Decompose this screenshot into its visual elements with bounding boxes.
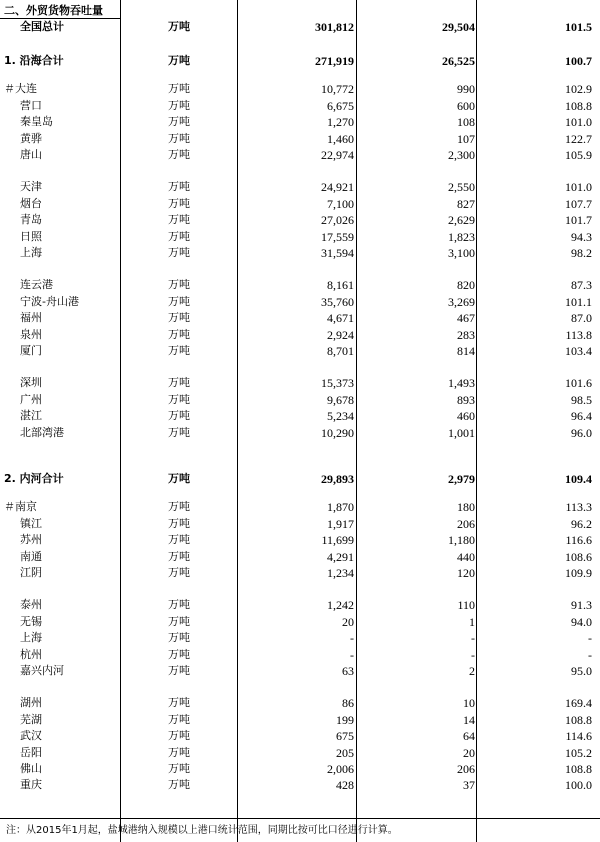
row-name: 福州	[20, 311, 42, 325]
table-row	[0, 498, 600, 516]
row-unit: 万吨	[168, 20, 190, 33]
table-row	[0, 629, 600, 647]
row-value-month: 206	[457, 762, 475, 776]
row-name: 江阴	[20, 566, 42, 579]
row-value-month: -	[471, 631, 475, 646]
row-value-ratio: 98.2	[571, 246, 592, 260]
row-unit: 万吨	[168, 213, 190, 227]
row-unit: 万吨	[168, 712, 190, 726]
row-value-ratio: 105.9	[565, 148, 592, 162]
row-value-ratio: 101.5	[565, 20, 592, 34]
row-unit: 万吨	[168, 311, 190, 325]
row-value-total: 199	[336, 712, 354, 727]
row-name: 广州	[20, 392, 42, 406]
row-value-ratio: 101.0	[565, 180, 592, 195]
row-value-total: 8,701	[327, 344, 354, 358]
row-value-total: 1,870	[327, 500, 354, 515]
table-row	[0, 195, 600, 213]
row-value-total: 63	[342, 664, 354, 678]
row-value-ratio: 95.0	[571, 664, 592, 678]
row-unit: 万吨	[168, 229, 190, 243]
row-value-total: 27,026	[321, 213, 354, 228]
row-value-ratio: 102.9	[565, 82, 592, 97]
row-value-month: 14	[463, 712, 475, 727]
row-unit: 万吨	[168, 327, 190, 341]
row-name: 1. 沿海合计	[4, 54, 64, 67]
row-value-month: 2	[469, 664, 475, 678]
row-value-month: 180	[457, 500, 475, 515]
row-value-month: 2,979	[448, 472, 475, 486]
row-value-total: 4,671	[327, 311, 354, 326]
row-unit: 万吨	[168, 745, 190, 759]
row-value-month: 1,493	[448, 376, 475, 391]
row-unit: 万吨	[168, 344, 190, 357]
row-value-month: 283	[457, 327, 475, 342]
row-unit: 万吨	[168, 294, 190, 308]
row-value-total: 205	[336, 745, 354, 760]
row-value-ratio: 98.5	[571, 392, 592, 407]
table-row	[0, 548, 600, 566]
table-row	[0, 211, 600, 229]
table-row	[0, 515, 600, 533]
row-unit: 万吨	[168, 409, 190, 423]
row-value-month: 64	[463, 729, 475, 744]
row-value-ratio: 100.0	[565, 778, 592, 793]
row-value-month: 820	[457, 278, 475, 293]
row-unit: 万吨	[168, 472, 190, 485]
row-value-ratio: 116.6	[565, 533, 592, 548]
row-name: ＃大连	[4, 82, 37, 96]
row-value-month: 110	[457, 598, 475, 613]
row-value-total: 35,760	[321, 294, 354, 309]
row-unit: 万吨	[168, 631, 190, 645]
row-unit: 万吨	[168, 762, 190, 775]
row-value-month: 108	[457, 115, 475, 130]
row-value-ratio: 101.0	[565, 115, 592, 130]
row-value-total: 2,006	[327, 762, 354, 776]
row-value-ratio: 122.7	[565, 131, 592, 146]
table-row	[0, 531, 600, 549]
row-value-ratio: 109.4	[565, 472, 592, 486]
table-row	[0, 130, 600, 148]
row-name: 日照	[20, 229, 42, 243]
row-value-month: 2,629	[448, 213, 475, 228]
table-title: 二、外贸货物吞吐量	[4, 4, 103, 17]
row-unit: 万吨	[168, 500, 190, 514]
table-row	[0, 596, 600, 614]
row-value-total: 1,234	[327, 566, 354, 580]
table-row-subtotal	[0, 52, 600, 70]
row-value-month: 467	[457, 311, 475, 326]
row-value-total: 24,921	[321, 180, 354, 195]
row-name: 重庆	[20, 778, 42, 792]
table-row	[0, 694, 600, 712]
table-row	[0, 80, 600, 98]
row-value-total: 15,373	[321, 376, 354, 391]
row-value-month: -	[471, 647, 475, 662]
row-value-total: 20	[342, 614, 354, 629]
row-value-total: -	[350, 631, 354, 646]
row-value-month: 107	[457, 131, 475, 146]
row-value-ratio: 87.3	[571, 278, 592, 293]
row-value-month: 460	[457, 409, 475, 424]
table-row	[0, 97, 600, 115]
row-value-ratio: 96.0	[571, 425, 592, 440]
row-unit: 万吨	[168, 82, 190, 96]
row-value-month: 3,100	[448, 246, 475, 260]
row-value-ratio: 113.3	[565, 500, 592, 515]
row-value-month: 1,001	[448, 425, 475, 440]
row-name: 唐山	[20, 148, 42, 161]
row-name: 营口	[20, 98, 42, 112]
row-value-total: 6,675	[327, 98, 354, 113]
table-row	[0, 309, 600, 327]
table-row	[0, 646, 600, 664]
table-row	[0, 113, 600, 131]
row-value-ratio: 101.1	[565, 294, 592, 309]
row-value-month: 206	[457, 516, 475, 531]
row-value-total: -	[350, 647, 354, 662]
row-name: 南通	[20, 549, 42, 563]
row-value-month: 3,269	[448, 294, 475, 309]
row-unit: 万吨	[168, 98, 190, 112]
row-value-month: 600	[457, 98, 475, 113]
table-row	[0, 407, 600, 425]
row-name: 泰州	[20, 598, 42, 612]
row-value-month: 814	[457, 344, 475, 358]
row-unit: 万吨	[168, 729, 190, 743]
row-unit: 万吨	[168, 196, 190, 210]
row-name: 北部湾港	[20, 425, 64, 439]
row-value-ratio: 96.2	[571, 516, 592, 531]
row-value-total: 29,893	[321, 472, 354, 486]
row-value-total: 675	[336, 729, 354, 744]
row-unit: 万吨	[168, 246, 190, 259]
row-name: 无锡	[20, 614, 42, 628]
row-value-total: 301,812	[315, 20, 354, 34]
row-value-ratio: 87.0	[571, 311, 592, 326]
row-name: 泉州	[20, 327, 42, 341]
table-row	[0, 293, 600, 311]
row-value-ratio: 101.6	[565, 376, 592, 391]
row-value-month: 1,180	[448, 533, 475, 548]
table-row-subtotal	[0, 470, 600, 488]
row-name: 连云港	[20, 278, 53, 292]
row-name: 杭州	[20, 647, 42, 661]
row-value-total: 10,772	[321, 82, 354, 97]
row-value-total: 22,974	[321, 148, 354, 162]
row-value-total: 271,919	[315, 54, 354, 68]
row-value-total: 17,559	[321, 229, 354, 244]
row-name: ＃南京	[4, 500, 37, 514]
row-value-ratio: 108.6	[565, 549, 592, 564]
row-value-month: 893	[457, 392, 475, 407]
row-value-total: 5,234	[327, 409, 354, 424]
row-value-month: 10	[463, 696, 475, 711]
table-row	[0, 727, 600, 745]
footnote: 注：从2015年1月起，盐城港纳入规模以上港口统计范围，同期比按可比口径进行计算。	[6, 825, 398, 836]
row-name: 天津	[20, 180, 42, 194]
row-name: 深圳	[20, 376, 42, 390]
table-row	[0, 613, 600, 631]
table-row	[0, 276, 600, 294]
row-value-ratio: 96.4	[571, 409, 592, 424]
row-value-month: 827	[457, 196, 475, 211]
row-value-ratio: 114.6	[565, 729, 592, 744]
row-unit: 万吨	[168, 778, 190, 792]
row-unit: 万吨	[168, 647, 190, 661]
row-name: 秦皇岛	[20, 115, 53, 129]
row-unit: 万吨	[168, 425, 190, 439]
row-value-total: 11,699	[321, 533, 354, 548]
row-value-total: 428	[336, 778, 354, 793]
row-value-total: 8,161	[327, 278, 354, 293]
row-unit: 万吨	[168, 376, 190, 390]
row-unit: 万吨	[168, 115, 190, 129]
row-value-month: 2,300	[448, 148, 475, 162]
table-row	[0, 662, 600, 680]
row-value-total: 10,290	[321, 425, 354, 440]
table-row	[0, 326, 600, 344]
row-name: 武汉	[20, 729, 42, 743]
row-name: 全国总计	[20, 20, 64, 33]
row-divider	[0, 818, 600, 819]
row-name: 芜湖	[20, 712, 42, 726]
row-value-total: 1,460	[327, 131, 354, 146]
row-value-month: 120	[457, 566, 475, 580]
row-value-total: 1,242	[327, 598, 354, 613]
row-name: 岳阳	[20, 745, 42, 759]
row-value-ratio: 101.7	[565, 213, 592, 228]
row-value-month: 1	[469, 614, 475, 629]
row-unit: 万吨	[168, 614, 190, 628]
row-value-ratio: 109.9	[565, 566, 592, 580]
row-unit: 万吨	[168, 148, 190, 161]
table-row	[0, 342, 600, 360]
row-value-ratio: 113.8	[565, 327, 592, 342]
row-name: 烟台	[20, 196, 42, 210]
row-value-ratio: 105.2	[565, 745, 592, 760]
row-name: 上海	[20, 246, 42, 259]
row-name: 青岛	[20, 213, 42, 227]
row-unit: 万吨	[168, 566, 190, 579]
row-name: 镇江	[20, 516, 42, 530]
row-name: 黄骅	[20, 131, 42, 145]
row-value-month: 1,823	[448, 229, 475, 244]
table-row	[0, 744, 600, 762]
row-value-total: 4,291	[327, 549, 354, 564]
row-name: 嘉兴内河	[20, 664, 64, 677]
row-name: 湛江	[20, 409, 42, 423]
row-unit: 万吨	[168, 664, 190, 677]
table-row	[0, 391, 600, 409]
table-row	[0, 564, 600, 582]
row-value-ratio: 108.8	[565, 98, 592, 113]
row-unit: 万吨	[168, 54, 190, 67]
table-row	[0, 711, 600, 729]
row-name: 上海	[20, 631, 42, 645]
row-unit: 万吨	[168, 533, 190, 547]
row-name: 2. 内河合计	[4, 472, 64, 485]
row-name: 湖州	[20, 696, 42, 710]
table-row	[0, 776, 600, 794]
row-value-ratio: 108.8	[565, 762, 592, 776]
row-value-total: 7,100	[327, 196, 354, 211]
row-value-ratio: 108.8	[565, 712, 592, 727]
row-value-total: 9,678	[327, 392, 354, 407]
row-value-total: 31,594	[321, 246, 354, 260]
row-value-ratio: 100.7	[565, 54, 592, 68]
table-row	[0, 178, 600, 196]
row-unit: 万吨	[168, 392, 190, 406]
row-name: 佛山	[20, 762, 42, 775]
table-row	[0, 244, 600, 262]
row-value-ratio: 91.3	[571, 598, 592, 613]
row-value-total: 86	[342, 696, 354, 711]
row-value-month: 990	[457, 82, 475, 97]
row-name: 宁波-舟山港	[20, 294, 79, 308]
row-unit: 万吨	[168, 696, 190, 710]
row-value-total: 1,917	[327, 516, 354, 531]
row-unit: 万吨	[168, 278, 190, 292]
row-value-ratio: 103.4	[565, 344, 592, 358]
row-value-month: 26,525	[442, 54, 475, 68]
row-name: 苏州	[20, 533, 42, 547]
table-row	[0, 760, 600, 778]
row-value-ratio: -	[588, 631, 592, 646]
row-value-month: 2,550	[448, 180, 475, 195]
row-name: 厦门	[20, 344, 42, 357]
row-value-ratio: 107.7	[565, 196, 592, 211]
table-row	[0, 374, 600, 392]
table-row	[0, 228, 600, 246]
row-value-total: 2,924	[327, 327, 354, 342]
row-unit: 万吨	[168, 180, 190, 194]
row-value-ratio: -	[588, 647, 592, 662]
table-row	[0, 424, 600, 442]
row-unit: 万吨	[168, 131, 190, 145]
table-row	[0, 146, 600, 164]
row-value-month: 37	[463, 778, 475, 793]
row-value-total: 1,270	[327, 115, 354, 130]
row-unit: 万吨	[168, 598, 190, 612]
row-value-month: 29,504	[442, 20, 475, 34]
row-value-month: 20	[463, 745, 475, 760]
row-value-ratio: 94.3	[571, 229, 592, 244]
row-value-ratio: 94.0	[571, 614, 592, 629]
table-row-total	[0, 18, 600, 36]
row-unit: 万吨	[168, 549, 190, 563]
row-unit: 万吨	[168, 516, 190, 530]
row-value-ratio: 169.4	[565, 696, 592, 711]
row-value-month: 440	[457, 549, 475, 564]
